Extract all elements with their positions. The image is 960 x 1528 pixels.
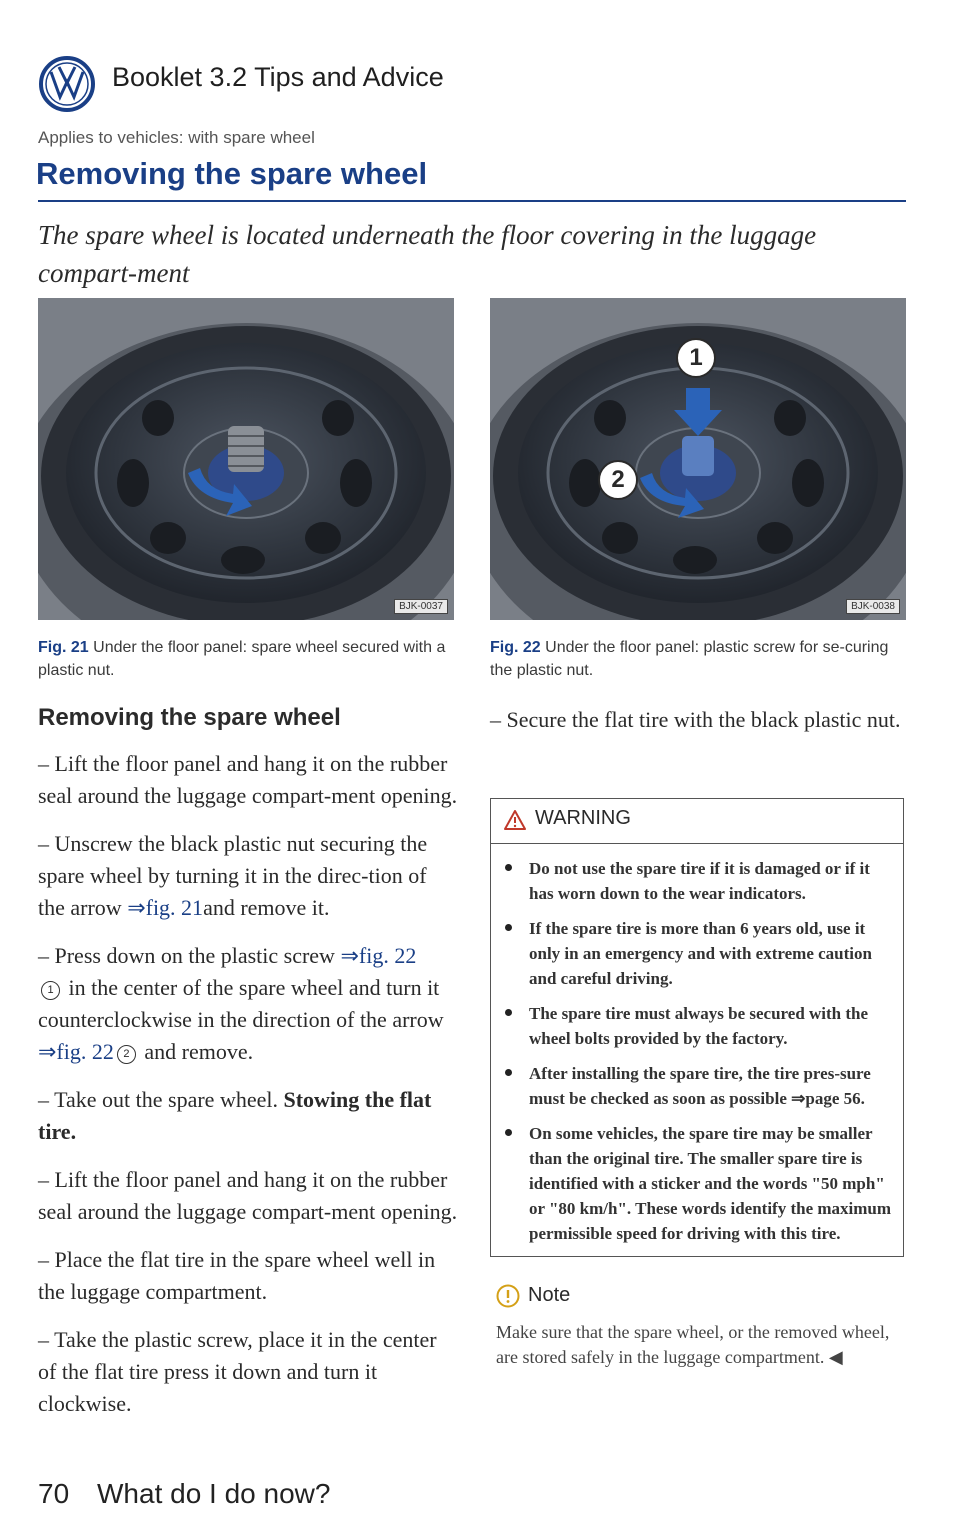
page-number: 70 xyxy=(38,1478,70,1509)
warning-box xyxy=(490,798,904,1257)
callout-2-inline-icon: 2 xyxy=(117,1045,136,1064)
vw-logo-icon xyxy=(38,55,96,113)
note-info-icon xyxy=(496,1284,520,1308)
step-press-text: – Press down on the plastic screw xyxy=(38,943,341,968)
warning-item: After installing the spare tire, the tire pres-sure must be checked as soon as possible ⇒page 56. xyxy=(503,1061,895,1111)
callout-2-label: 2 xyxy=(611,466,625,493)
figure-22-image xyxy=(490,298,906,620)
note-text: Make sure that the spare wheel, or the removed wheel, are stored safely in the luggage compartment. ◀ xyxy=(496,1322,890,1367)
step-place-tire: – Place the flat tire in the spare wheel well in the luggage compartment. xyxy=(38,1247,436,1304)
right-steps xyxy=(490,704,910,752)
footer-chapter-title: What do I do now? xyxy=(97,1478,331,1509)
figure-22-caption xyxy=(490,636,906,682)
figure-21-image xyxy=(38,298,454,620)
warning-header xyxy=(491,798,903,844)
fig-22-link-2[interactable]: ⇒fig. 22 xyxy=(38,1039,114,1064)
step-lift-panel: – Lift the floor panel and hang it on the rubber seal around the luggage compart-ment opening. xyxy=(38,751,458,808)
step-screw-in: – Take the plastic screw, place it in the center of the flat tire press it down and turn it clockwise. xyxy=(38,1327,437,1416)
figure-21-caption-text: Under the floor panel: spare wheel secured with a plastic nut. xyxy=(38,639,446,679)
figure-22-caption-text: Under the floor panel: plastic screw for se-curing the plastic nut. xyxy=(490,639,889,679)
left-steps xyxy=(38,748,458,1436)
step-press-mid: in the center of the spare wheel and turn it counterclockwise in the direction of the arrow xyxy=(38,975,444,1032)
section-title: Removing the spare wheel xyxy=(36,156,428,191)
figure-22-number: Fig. 22 xyxy=(490,639,541,656)
warning-title: WARNING xyxy=(535,807,631,829)
warning-list xyxy=(503,856,895,1256)
warning-item: Do not use the spare tire if it is damaged or if it has worn down to the wear indicators. xyxy=(503,856,895,906)
booklet-title: Booklet 3.2 Tips and Advice xyxy=(112,62,444,92)
step-press-screw xyxy=(38,940,458,1068)
callout-1-marker xyxy=(676,338,716,378)
warning-item: If the spare tire is more than 6 years old, use it only in an emergency and with extreme caution and careful driving. xyxy=(503,916,895,991)
intro-text: The spare wheel is located underneath the floor covering in the luggage compart-ment xyxy=(38,220,817,288)
spare-wheel-illustration xyxy=(38,298,454,620)
figure-22-code: BJK-0038 xyxy=(846,599,900,614)
callout-1-label: 1 xyxy=(689,344,703,371)
warning-triangle-icon xyxy=(503,809,527,831)
note-title: Note xyxy=(528,1284,571,1306)
callout-2-marker xyxy=(598,460,638,500)
figure-21-caption xyxy=(38,636,454,682)
figure-21-number: Fig. 21 xyxy=(38,639,89,656)
step-unscrew-text: – Unscrew the black plastic nut securing the spare wheel by turning it in the direc-tion of the arrow xyxy=(38,831,428,920)
step-press-end: and remove. xyxy=(138,1039,254,1064)
warning-item: The spare tire must always be secured with the wheel bolts provided by the factory. xyxy=(503,1001,895,1051)
stowing-heading: Stowing the flat tire. xyxy=(38,1087,432,1144)
fig-21-link[interactable]: ⇒fig. 21 xyxy=(127,895,204,920)
warning-item: On some vehicles, the spare tire may be smaller than the original tire. The smaller spare tire is identified with a sticker and the words "50 mph" or "80 km/h". These words identify the maximum permissible speed for driving with this tire. xyxy=(503,1121,895,1246)
step-lift-panel-2: – Lift the floor panel and hang it on the rubber seal around the luggage compart-ment opening. xyxy=(38,1167,458,1224)
step-take-out xyxy=(38,1084,458,1148)
title-divider xyxy=(38,200,906,202)
fig-22-link[interactable]: ⇒fig. 22 xyxy=(340,943,417,968)
step-secure-tire: – Secure the flat tire with the black plastic nut. xyxy=(490,707,901,732)
step-unscrew-nut xyxy=(38,828,458,924)
step-take-out-text: – Take out the spare wheel. xyxy=(38,1087,284,1112)
callout-1-inline-icon: 1 xyxy=(41,981,60,1000)
applies-to-note: Applies to vehicles: with spare wheel xyxy=(38,128,315,147)
step-unscrew-end: and remove it. xyxy=(203,895,330,920)
figure-21-code: BJK-0037 xyxy=(394,599,448,614)
subheading: Removing the spare wheel xyxy=(38,704,341,731)
